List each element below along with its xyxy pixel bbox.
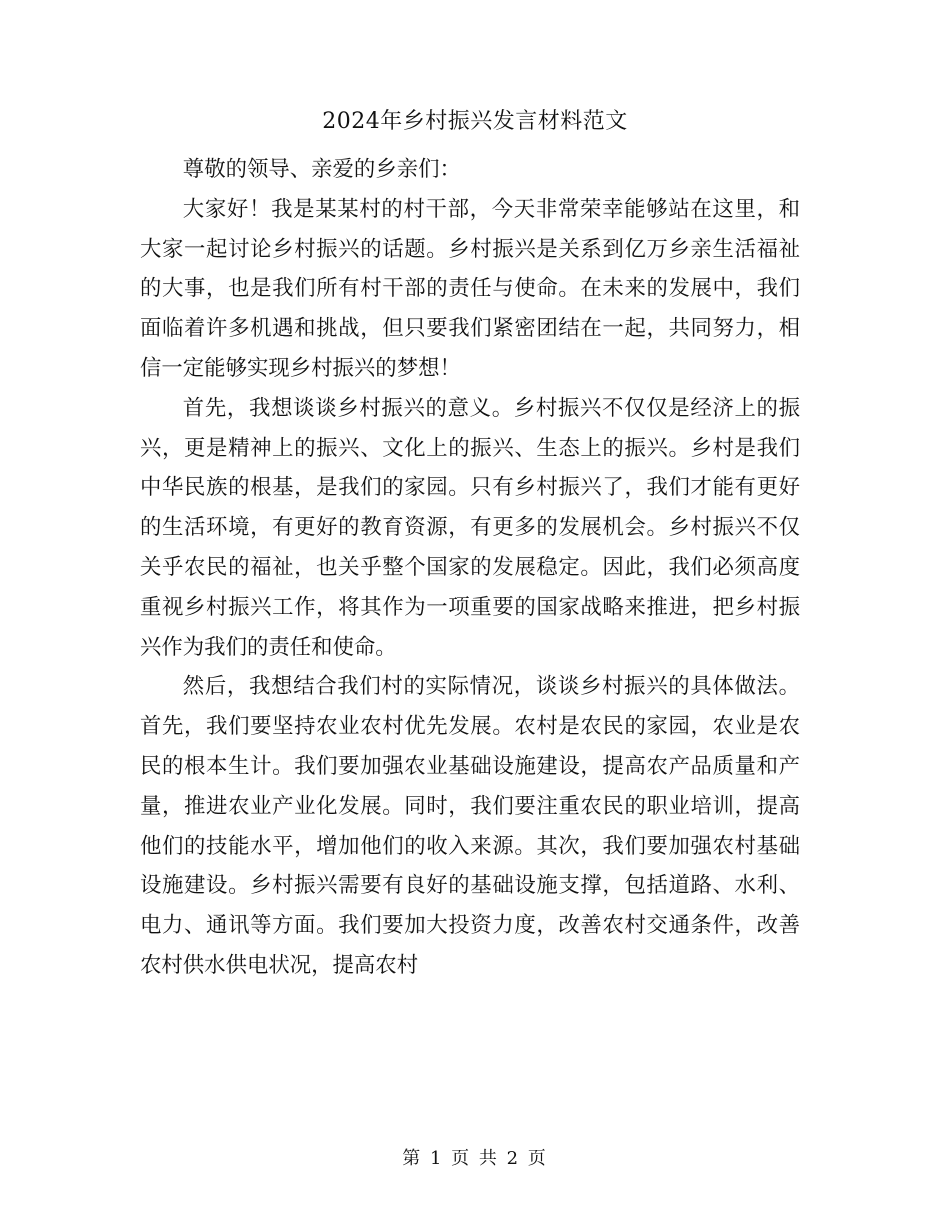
page-number-footer: 第 1 页 共 2 页	[402, 1148, 548, 1169]
document-body	[140, 150, 800, 986]
salutation-paragraph: 尊敬的领导、亲爱的乡亲们：	[182, 157, 461, 182]
greeting-paragraph: 大家好！我是某某村的村干部，今天非常荣幸能够站在这里，和大家一起讨论乡村振兴的话题。乡村振兴是关系到亿万乡亲生活福祉的大事，也是我们所有村干部的责任与使命。在未来的发展中，我们面临着许多机遇和挑战，但只要我们紧密团结在一起，共同努力，相信一定能够实现乡村振兴的梦想！	[140, 196, 800, 381]
document-title: 2024年乡村振兴发言材料范文	[322, 109, 628, 134]
approach-paragraph: 然后，我想结合我们村的实际情况，谈谈乡村振兴的具体做法。首先，我们要坚持农业农村优先发展。农村是农民的家园，农业是农民的根本生计。我们要加强农业基础设施建设，提高农产品质量和产量，推进农业产业化发展。同时，我们要注重农民的职业培训，提高他们的技能水平，增加他们的收入来源。其次，我们要加强农村基础设施建设。乡村振兴需要有良好的基础设施支撑，包括道路、水利、电力、通讯等方面。我们要加大投资力度，改善农村交通条件，改善农村供水供电状况，提高农村	[140, 674, 800, 978]
significance-paragraph: 首先，我想谈谈乡村振兴的意义。乡村振兴不仅仅是经济上的振兴，更是精神上的振兴、文化上的振兴、生态上的振兴。乡村是我们中华民族的根基，是我们的家园。只有乡村振兴了，我们才能有更好的生活环境，有更好的教育资源，有更多的发展机会。乡村振兴不仅关乎农民的福祉，也关乎整个国家的发展稳定。因此，我们必须高度重视乡村振兴工作，将其作为一项重要的国家战略来推进，把乡村振兴作为我们的责任和使命。	[140, 395, 800, 660]
